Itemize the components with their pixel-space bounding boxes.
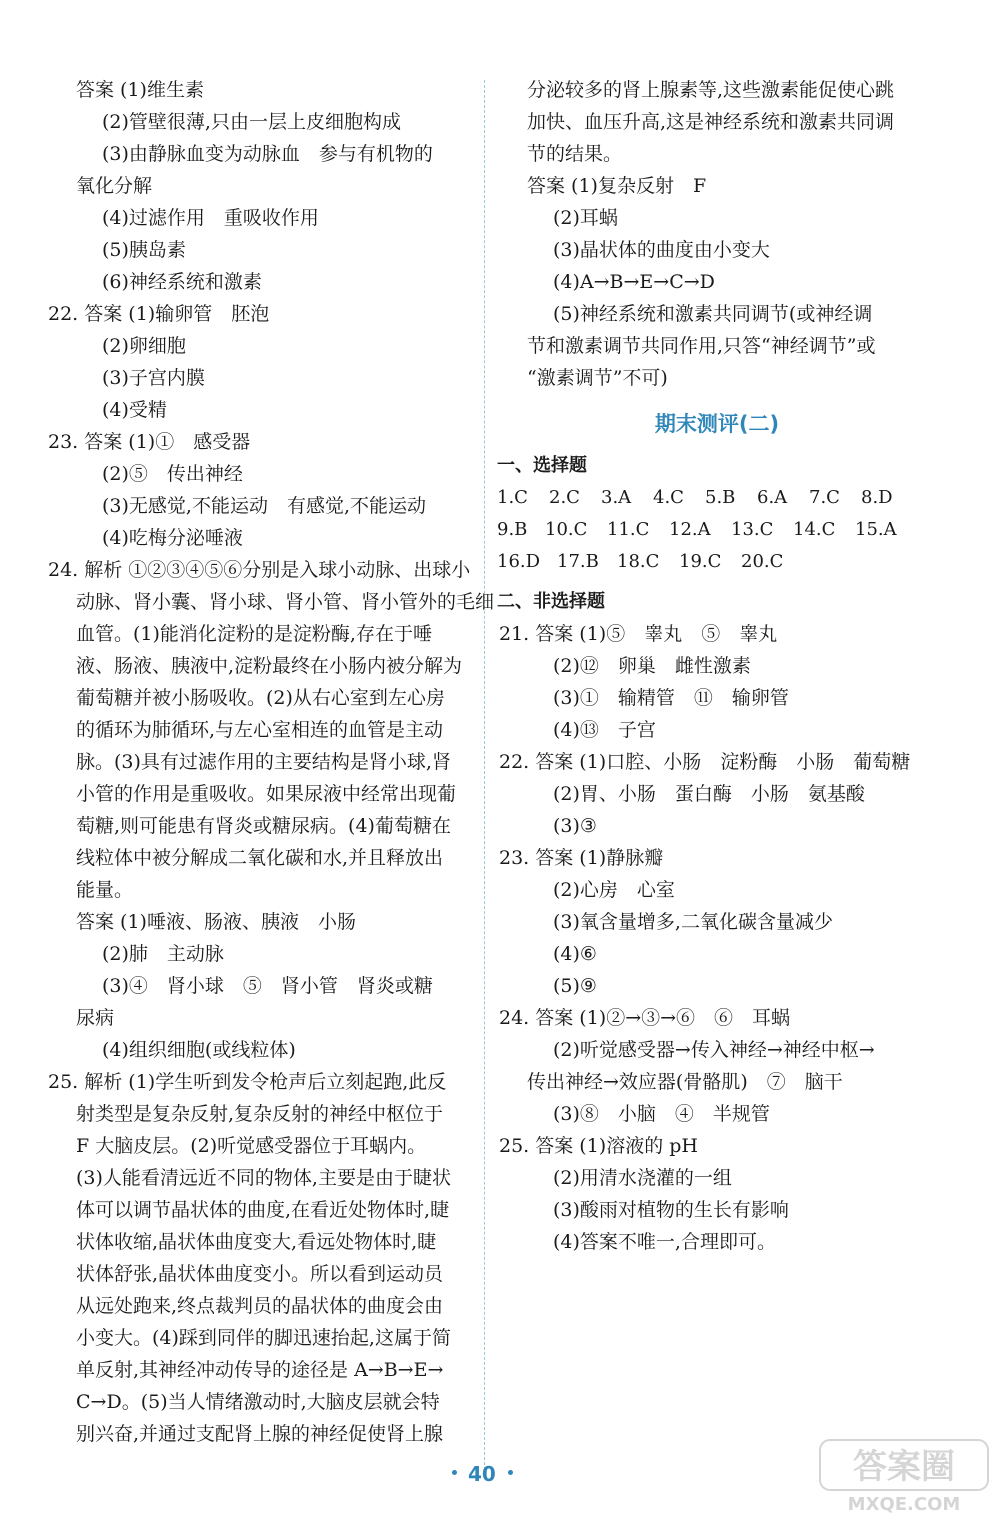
page-dot-left — [452, 1470, 457, 1475]
answer-line: (3)子宫内膜 — [102, 367, 205, 389]
answer-line: (3)无感觉,不能运动 有感觉,不能运动 — [102, 495, 426, 517]
answer-line: (3)酸雨对植物的生长有影响 — [553, 1199, 789, 1221]
mcq-answer: 9.B — [497, 519, 528, 540]
mcq-answer: 6.A — [757, 487, 788, 508]
mcq-answer: 16.D — [497, 551, 541, 572]
answer-line: (4)吃梅分泌唾液 — [102, 527, 243, 549]
answer-line: (3)③ — [553, 815, 597, 837]
mcq-answer: 1.C — [497, 487, 528, 508]
section-title: 期末测评(二) — [654, 412, 780, 436]
answer-line: (5)胰岛素 — [102, 239, 186, 261]
mcq-answer: 4.C — [653, 487, 684, 508]
answer-line: (4)答案不唯一,合理即可。 — [553, 1231, 776, 1253]
question-25-analysis: 25. 解析 (1)学生听到发令枪声后立刻起跑,此反 — [48, 1071, 447, 1093]
analysis-line: 状体收缩,晶状体曲度变大,看远处物体时,睫 — [76, 1231, 437, 1253]
answer-line: 答案 (1)维生素 — [76, 79, 204, 101]
answer-line: (2)耳蜗 — [553, 207, 618, 229]
mcq-answer: 10.C — [545, 519, 588, 540]
answer-line: (2)肺 主动脉 — [102, 943, 224, 965]
answer-line: (4)⑬ 子宫 — [553, 719, 656, 741]
answer-line: (2)卵细胞 — [102, 335, 186, 357]
answer-line: (2)听觉感受器→传入神经→神经中枢→ — [553, 1039, 875, 1061]
answer-line: (3)⑧ 小脑 ④ 半规管 — [553, 1103, 770, 1125]
analysis-line: 脉。(3)具有过滤作用的主要结构是肾小球,肾 — [76, 751, 451, 773]
answer-line: (3)晶状体的曲度由小变大 — [553, 239, 770, 261]
analysis-line: 萄糖,则可能患有肾炎或糖尿病。(4)葡萄糖在 — [76, 815, 451, 837]
answer-line: 传出神经→效应器(骨骼肌) ⑦ 脑干 — [527, 1071, 843, 1093]
analysis-line: (3)人能看清远近不同的物体,主要是由于睫状 — [76, 1167, 451, 1189]
answer-line: (4)过滤作用 重吸收作用 — [102, 207, 319, 229]
answer-line: 答案 (1)唾液、肠液、胰液 小肠 — [76, 911, 356, 933]
mcq-heading: 一、选择题 — [497, 455, 587, 476]
analysis-line: 动脉、肾小囊、肾小球、肾小管、肾小管外的毛细 — [76, 591, 495, 613]
watermark-logo — [818, 1438, 990, 1514]
analysis-line: 分泌较多的肾上腺素等,这些激素能促使心跳 — [527, 79, 895, 101]
answer-line: (4)组织细胞(或线粒体) — [102, 1039, 296, 1061]
mcq-answer: 11.C — [607, 519, 650, 540]
page-number: 40 — [468, 1462, 496, 1486]
answer-line: (2)管壁很薄,只由一层上皮细胞构成 — [102, 111, 401, 133]
answer-line: (2)心房 心室 — [553, 879, 675, 901]
question-21-answer: 21. 答案 (1)⑤ 睾丸 ⑤ 睾丸 — [499, 623, 778, 645]
mcq-answer: 3.A — [601, 487, 632, 508]
watermark-title: 答案圈 — [853, 1447, 955, 1487]
mcq-answer: 8.D — [861, 487, 893, 508]
answer-line: (2)⑫ 卵巢 雌性激素 — [553, 655, 751, 677]
question-23-answer: 23. 答案 (1)静脉瓣 — [499, 847, 664, 869]
analysis-line: 液、肠液、胰液中,淀粉最终在小肠内被分解为 — [76, 655, 463, 677]
answer-line: (3)氧含量增多,二氧化碳含量减少 — [553, 911, 833, 933]
question-22-answer: 22. 答案 (1)口腔、小肠 淀粉酶 小肠 葡萄糖 — [499, 751, 911, 773]
question-25-answer: 25. 答案 (1)溶液的 pH — [499, 1135, 698, 1157]
mcq-answer: 17.B — [557, 551, 599, 572]
analysis-line: 加快、血压升高,这是神经系统和激素共同调 — [527, 111, 895, 133]
mcq-answer: 15.A — [855, 519, 897, 540]
mcq-answer: 19.C — [679, 551, 722, 572]
answer-line: (2)用清水浇灌的一组 — [553, 1167, 732, 1189]
answer-line: 节和激素调节共同作用,只答“神经调节”或 — [527, 335, 876, 357]
answer-line: 答案 (1)复杂反射 F — [527, 175, 707, 197]
answer-line: (6)神经系统和激素 — [102, 271, 262, 293]
answer-line: (2)⑤ 传出神经 — [102, 463, 243, 485]
non-mcq-heading: 二、非选择题 — [497, 591, 605, 612]
watermark-url: MXQE.COM — [847, 1494, 961, 1514]
answer-line: (3)① 输精管 ⑪ 输卵管 — [553, 687, 789, 709]
analysis-line: 的循环为肺循环,与左心室相连的血管是主动 — [76, 719, 444, 741]
answer-line: (4)A→B→E→C→D — [553, 271, 715, 293]
analysis-line: F 大脑皮层。(2)听觉感受器位于耳蜗内。 — [76, 1135, 427, 1157]
question-24-analysis: 24. 解析 ①②③④⑤⑥分别是入球小动脉、出球小 — [48, 559, 471, 581]
analysis-line: C→D。(5)当人情绪激动时,大脑皮层就会特 — [76, 1391, 440, 1413]
mcq-answer: 7.C — [809, 487, 840, 508]
analysis-line: 单反射,其神经冲动传导的途径是 A→B→E→ — [76, 1359, 444, 1381]
analysis-line: 体可以调节晶状体的曲度,在看近处物体时,睫 — [76, 1199, 450, 1221]
mcq-row — [497, 550, 783, 574]
answer-line: (3)④ 肾小球 ⑤ 肾小管 肾炎或糖 — [102, 975, 433, 997]
mcq-answer: 14.C — [793, 519, 836, 540]
column-divider — [484, 80, 485, 1470]
answer-line: (3)由静脉血变为动脉血 参与有机物的 — [102, 143, 433, 165]
mcq-answer: 18.C — [617, 551, 660, 572]
answer-line: (5)神经系统和激素共同调节(或神经调 — [553, 303, 873, 325]
answer-line: (4)受精 — [102, 399, 167, 421]
answer-line: (4)⑥ — [553, 943, 597, 965]
mcq-answer: 5.B — [705, 487, 736, 508]
mcq-answer: 12.A — [669, 519, 711, 540]
answer-line: (5)⑨ — [553, 975, 597, 997]
answer-line: 尿病 — [76, 1007, 115, 1029]
answer-line: 氧化分解 — [76, 175, 153, 197]
page-dot-right — [508, 1470, 513, 1475]
answer-line: “激素调节”不可) — [527, 367, 668, 389]
question-23-answer: 23. 答案 (1)① 感受器 — [48, 431, 251, 453]
analysis-line: 别兴奋,并通过支配肾上腺的神经促使肾上腺 — [76, 1423, 444, 1445]
analysis-line: 小变大。(4)踩到同伴的脚迅速抬起,这属于简 — [76, 1327, 451, 1349]
analysis-line: 小管的作用是重吸收。如果尿液中经常出现葡 — [76, 783, 457, 805]
analysis-line: 能量。 — [76, 879, 134, 901]
analysis-line: 葡萄糖并被小肠吸收。(2)从右心室到左心房 — [76, 687, 445, 709]
analysis-line: 状体舒张,晶状体曲度变小。所以看到运动员 — [76, 1263, 444, 1285]
analysis-line: 节的结果。 — [527, 143, 623, 165]
mcq-row — [497, 486, 893, 510]
mcq-answer: 2.C — [549, 487, 580, 508]
analysis-line: 血管。(1)能消化淀粉的是淀粉酶,存在于唾 — [76, 623, 432, 645]
mcq-row — [497, 518, 897, 542]
analysis-line: 从远处跑来,终点裁判员的晶状体的曲度会由 — [76, 1295, 444, 1317]
question-24-answer: 24. 答案 (1)②→③→⑥ ⑥ 耳蜗 — [499, 1007, 791, 1029]
question-22-answer: 22. 答案 (1)输卵管 胚泡 — [48, 303, 270, 325]
analysis-line: 线粒体中被分解成二氧化碳和水,并且释放出 — [76, 847, 444, 869]
mcq-answer: 20.C — [741, 551, 784, 572]
mcq-answer: 13.C — [731, 519, 774, 540]
analysis-line: 射类型是复杂反射,复杂反射的神经中枢位于 — [76, 1103, 444, 1125]
answer-line: (2)胃、小肠 蛋白酶 小肠 氨基酸 — [553, 783, 865, 805]
